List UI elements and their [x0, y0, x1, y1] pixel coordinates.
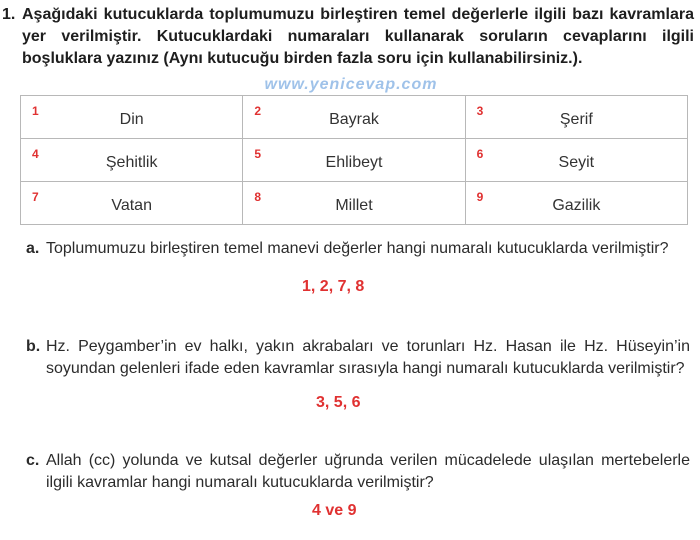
- question-letter: b.: [26, 338, 41, 355]
- intro-text: Aşağıdaki kutucuklarda toplumumuzu birleştiren temel değerlerle ilgili bazı kavramlara yer verilmiştir. Kutucuklardaki numaraları kullanarak soruların cevaplarını ilgili boşluklara yazınız (Aynı kutucuğu birden fazla soru için kullanabilirsiniz.).: [22, 6, 694, 67]
- concept-box: [465, 139, 687, 182]
- box-label: Ehlibeyt: [325, 154, 383, 171]
- box-label: Şehitlik: [105, 154, 158, 171]
- answer-b: 3, 5, 6: [316, 394, 361, 411]
- question-intro: [2, 4, 694, 67]
- box-label: Bayrak: [329, 111, 379, 128]
- box-number: 9: [476, 190, 484, 204]
- concept-box: [243, 139, 465, 182]
- question-letter: a.: [26, 240, 40, 257]
- concept-grid: [20, 95, 688, 225]
- box-number: 6: [476, 147, 484, 161]
- box-number: 8: [254, 190, 262, 204]
- box-number: 2: [254, 104, 262, 118]
- box-label: Şerif: [559, 111, 593, 128]
- concept-box: [465, 96, 687, 139]
- concept-box: [243, 96, 465, 139]
- grid-row: [21, 96, 688, 139]
- answer-c: 4 ve 9: [312, 502, 357, 519]
- box-number: 4: [32, 147, 39, 161]
- grid-row: [21, 139, 688, 182]
- concept-box: [21, 96, 243, 139]
- answer-a: 1, 2, 7, 8: [302, 278, 365, 295]
- question-letter: c.: [26, 452, 40, 469]
- box-number: 1: [32, 104, 39, 118]
- box-label: Din: [119, 111, 144, 128]
- box-number: 5: [254, 147, 262, 161]
- concept-box: [465, 182, 687, 225]
- concept-box: [21, 139, 243, 182]
- concept-box: [21, 182, 243, 225]
- box-number: 7: [32, 190, 39, 204]
- box-label: Gazilik: [552, 197, 601, 214]
- box-label: Vatan: [111, 197, 152, 214]
- question-number: 1.: [2, 6, 16, 23]
- question-text: Toplumumuzu birleştiren temel manevi değerler hangi numaralı kutucuklarda verilmiştir?: [46, 240, 669, 257]
- box-label: Millet: [335, 197, 373, 214]
- question-text: Allah (cc) yolunda ve kutsal değerler uğrunda verilen mücadelede ulaşılan mertebelerle ilgili kavramlar hangi numaralı kutucuklarda verilmiştir?: [46, 452, 690, 491]
- grid-row: [21, 182, 688, 225]
- box-label: Seyit: [558, 154, 595, 171]
- watermark: www.yenicevap.com: [264, 76, 438, 93]
- box-number: 3: [476, 104, 484, 118]
- question-text: Hz. Peygamber’in ev halkı, yakın akrabaları ve torunları Hz. Hasan ile Hz. Hüseyin’in soyundan gelenleri ifade eden kavramlar sırasıyla hangi numaralı kutucuklarda verilmiştir?: [46, 338, 690, 377]
- concept-box: [243, 182, 465, 225]
